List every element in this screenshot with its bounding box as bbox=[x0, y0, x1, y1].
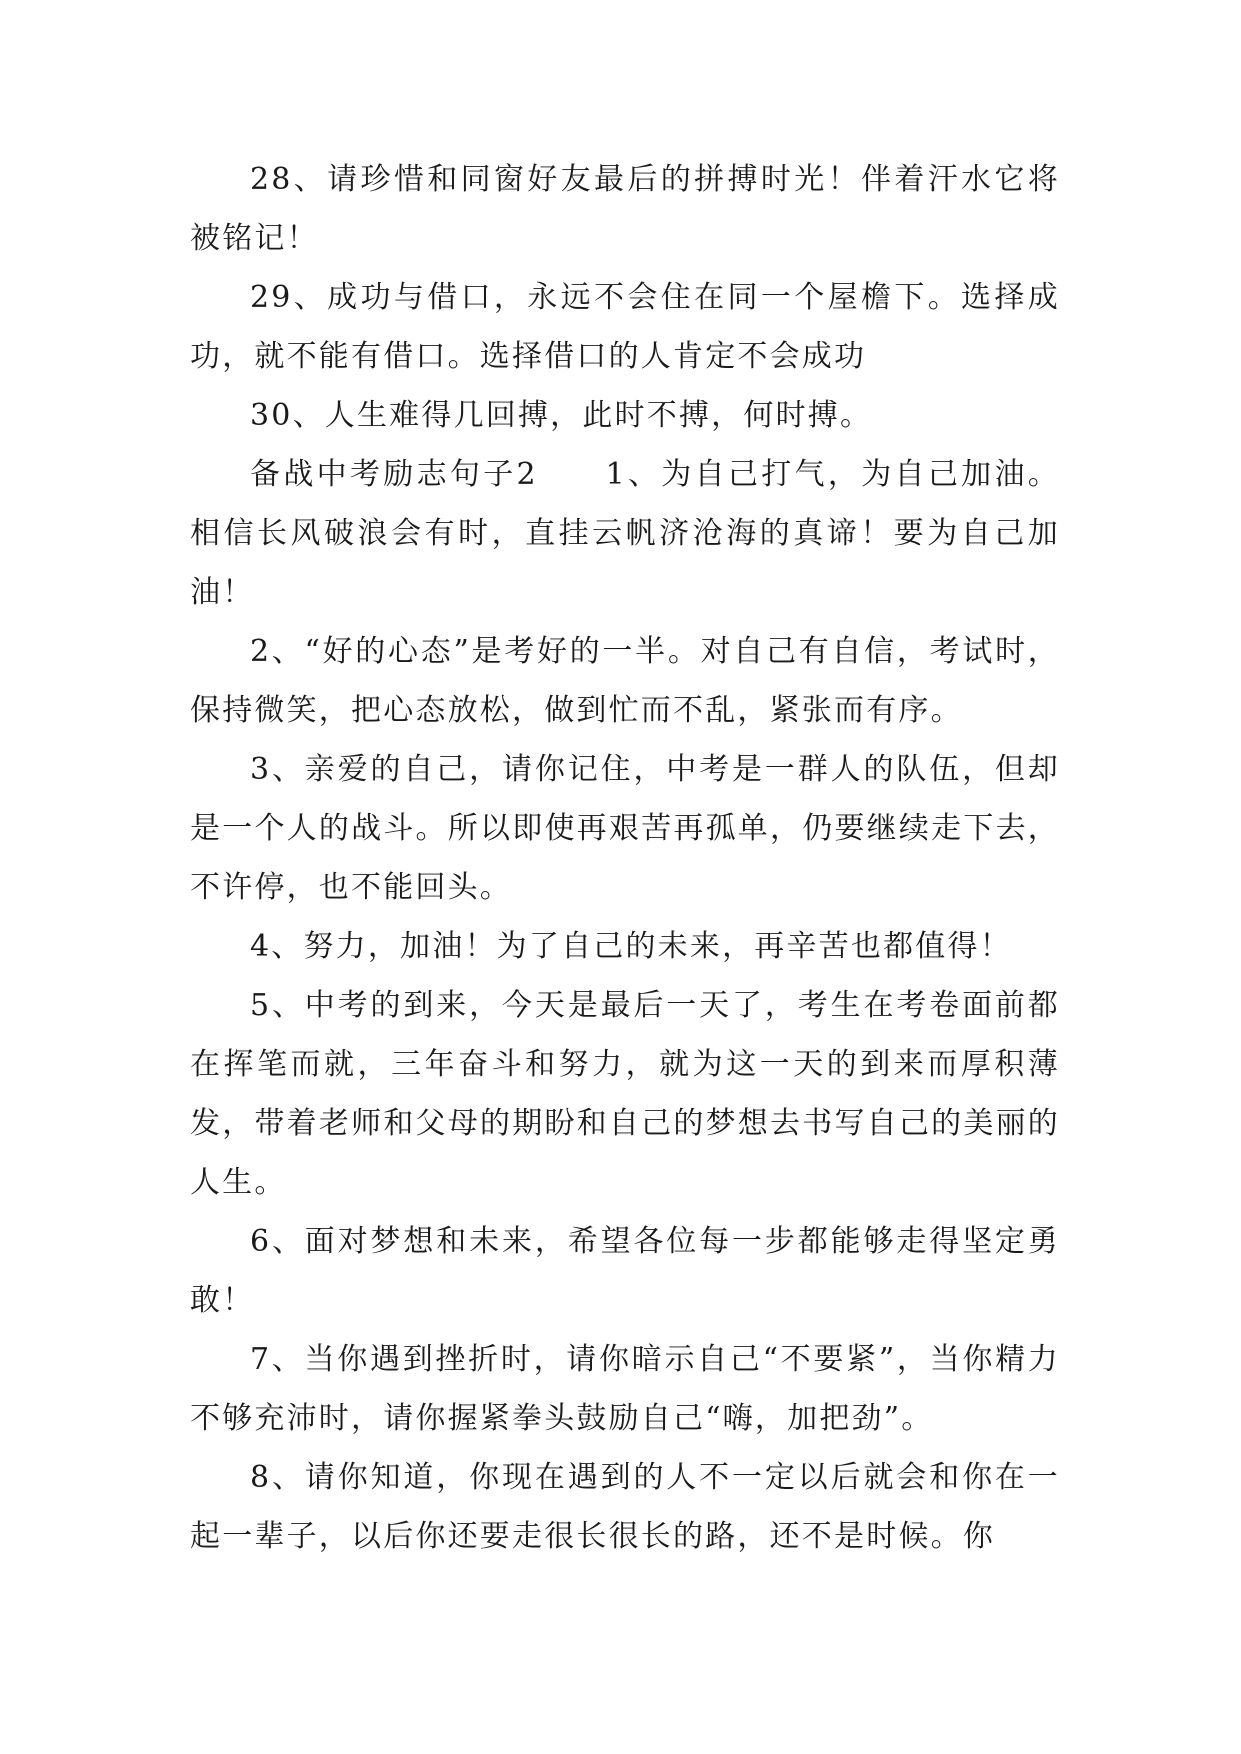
section-heading-paragraph-1: 备战中考励志句子2 1、为自己打气，为自己加油。相信长风破浪会有时，直挂云帆济沧海的真谛！要为自己加油！ bbox=[190, 457, 1060, 610]
paragraph-3: 3、亲爱的自己，请你记住，中考是一群人的队伍，但却是一个人的战斗。所以即使再艰苦再孤单，仍要继续走下去，不许停，也不能回头。 bbox=[190, 752, 1060, 905]
paragraph-6: 6、面对梦想和未来，希望各位每一步都能够走得坚定勇敢！ bbox=[190, 1224, 1060, 1318]
paragraph-7: 7、当你遇到挫折时，请你暗示自己“不要紧”，当你精力不够充沛时，请你握紧拳头鼓励自己“嗨，加把劲”。 bbox=[190, 1342, 1060, 1436]
paragraph-8: 8、请你知道，你现在遇到的人不一定以后就会和你在一起一辈子，以后你还要走很长很长的路，还不是时候。你 bbox=[190, 1460, 1060, 1554]
paragraph-5: 5、中考的到来，今天是最后一天了，考生在考卷面前都在挥笔而就，三年奋斗和努力，就为这一天的到来而厚积薄发，带着老师和父母的期盼和自己的梦想去书写自己的美丽的人生。 bbox=[190, 988, 1060, 1200]
document-body bbox=[190, 150, 1060, 1566]
paragraph-29: 29、成功与借口，永远不会住在同一个屋檐下。选择成功，就不能有借口。选择借口的人肯定不会成功 bbox=[190, 280, 1060, 374]
paragraph-2: 2、“好的心态”是考好的一半。对自己有自信，考试时，保持微笑，把心态放松，做到忙而不乱，紧张而有序。 bbox=[190, 634, 1060, 728]
paragraph-28: 28、请珍惜和同窗好友最后的拼搏时光！伴着汗水它将被铭记！ bbox=[190, 162, 1060, 256]
paragraph-4: 4、努力，加油！为了自己的未来，再辛苦也都值得！ bbox=[250, 929, 1012, 964]
paragraph-30: 30、人生难得几回搏，此时不搏，何时搏。 bbox=[250, 398, 873, 433]
